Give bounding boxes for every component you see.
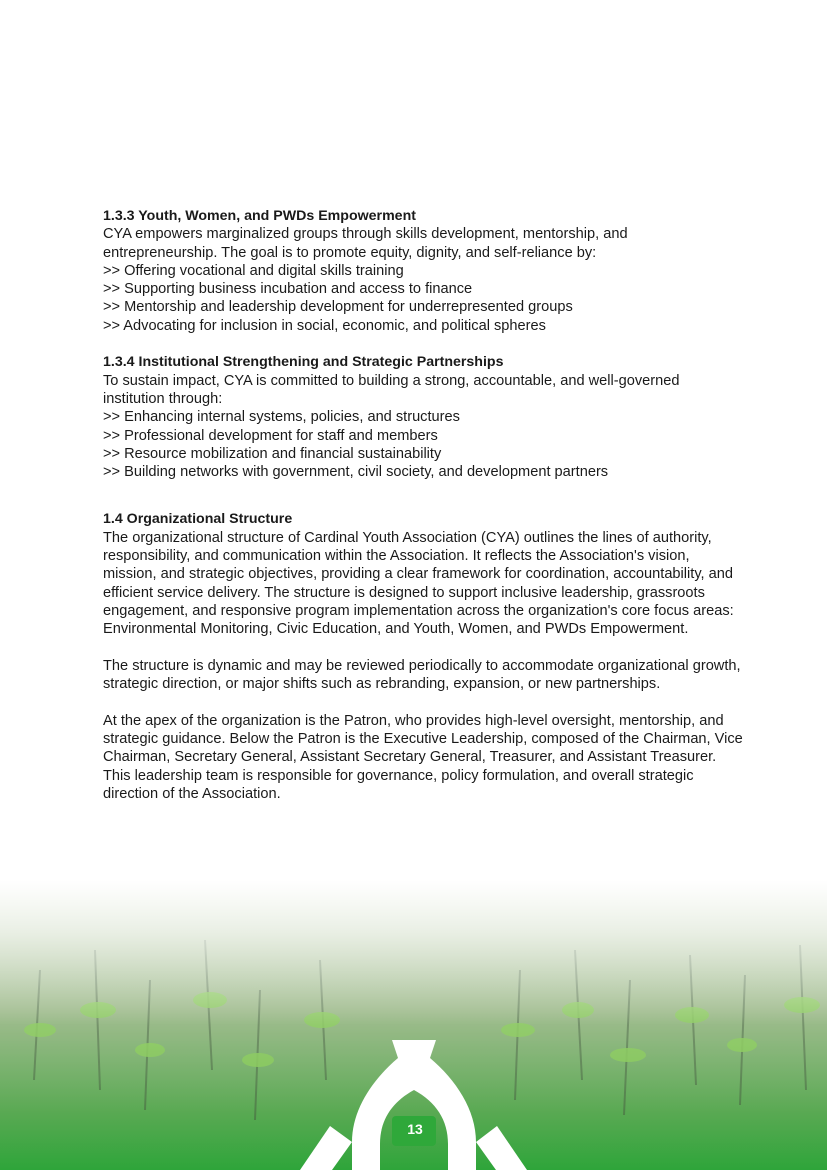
list-item: >> Resource mobilization and financial sustainability xyxy=(103,445,442,462)
bullet-list xyxy=(103,408,743,481)
section-intro: CYA empowers marginalized groups through skills development, mentorship, and entrepreneurship. The goal is to promote equity, dignity, and self-reliance by: xyxy=(103,226,628,261)
bullet-list xyxy=(103,262,743,335)
list-item: >> Building networks with government, civil society, and development partners xyxy=(103,464,609,481)
section-heading: 1.4 Organizational Structure xyxy=(103,511,293,528)
paragraph: The organizational structure of Cardinal Youth Association (CYA) outlines the lines of authority, responsibility, and communication within the Association. It reflects the Association's vision, mission, and strategic objectives, providing a clear framework for coordination, accountability, and efficient service delivery. The structure is designed to support inclusive leadership, grassroots engagement, and responsive program implementation across the organization's core focus areas: Environmental Monitoring, Civic Education, and Youth, Women, and PWDs Empowerment. xyxy=(103,529,734,638)
list-item: >> Mentorship and leadership development for underrepresented groups xyxy=(103,299,573,316)
section-organizational-structure xyxy=(103,510,743,803)
section-institutional-strengthening xyxy=(103,353,743,481)
page-number: 13 xyxy=(407,1121,423,1137)
section-heading: 1.3.3 Youth, Women, and PWDs Empowerment xyxy=(103,208,416,224)
list-item: >> Enhancing internal systems, policies, and structures xyxy=(103,409,460,426)
list-item: >> Professional development for staff and members xyxy=(103,427,438,444)
list-item: >> Offering vocational and digital skills training xyxy=(103,262,404,279)
footer-banner xyxy=(0,880,827,1170)
section-youth-empowerment xyxy=(103,207,743,335)
section-heading: 1.3.4 Institutional Strengthening and Strategic Partnerships xyxy=(103,354,504,371)
document-body xyxy=(103,207,743,803)
paragraph: The structure is dynamic and may be reviewed periodically to accommodate organizational growth, strategic direction, or major shifts such as rebranding, expansion, or new partnerships. xyxy=(103,657,741,693)
list-item: >> Advocating for inclusion in social, economic, and political spheres xyxy=(103,317,546,334)
section-intro: To sustain impact, CYA is committed to building a strong, accountable, and well-governed institution through: xyxy=(103,372,680,407)
paragraph: At the apex of the organization is the Patron, who provides high-level oversight, mentorship, and strategic guidance. Below the Patron is the Executive Leadership, composed of the Chairman, Vice Chairman, Secretary General, Assistant Secretary General, Treasurer, and Assistant Treasurer. This leadership team is responsible for governance, policy formulation, and overall strategic direction of the Association. xyxy=(103,712,743,802)
list-item: >> Supporting business incubation and access to finance xyxy=(103,281,473,298)
